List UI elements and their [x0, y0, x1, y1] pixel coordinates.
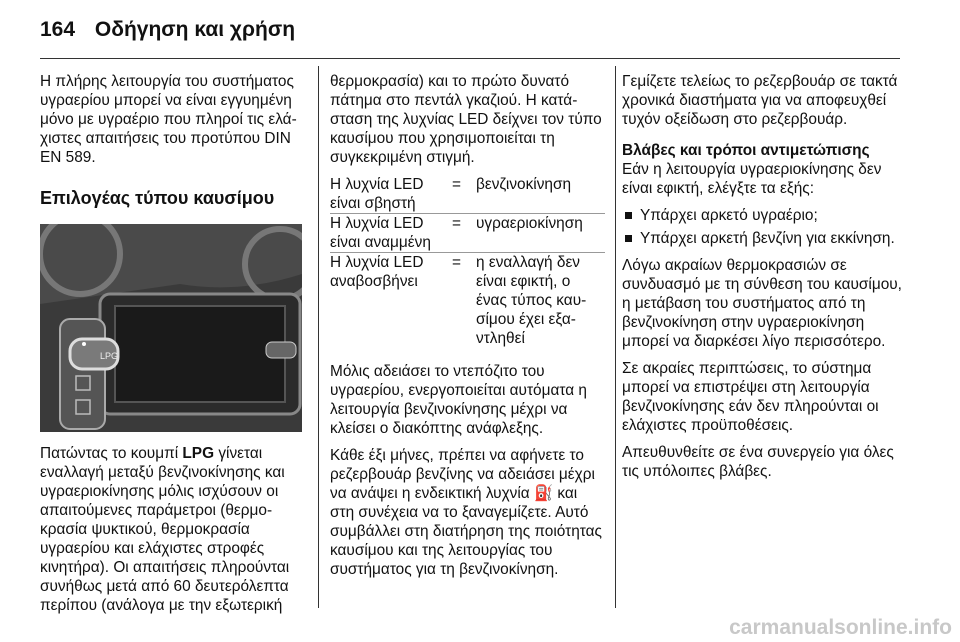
column-2 — [330, 72, 605, 587]
table-row — [330, 175, 605, 214]
paragraph: Σε ακραίες περιπτώσεις, το σύστημα μπορεί να επιστρέψει στη λειτουργία βενζινοκίνησης εάν δεν πληρούνται οι ελάχιστες προϋποθέσεις. — [622, 360, 879, 434]
text-span: γίνεται εναλλαγή μεταξύ βενζινοκίνησης και υγραεριοκίνησης μόλις ισχύσουν οι απαιτούμενες παράμετροι (θερμοκρασία ψυκτικού, θερμοκρασία υγραερίου και ελάχιστες στροφές κινητήρα). Οι απαιτήσεις πληρούνται συνήθως μετά από 60 δευτερόλεπτα περίπου (ανάλογα με την εξωτερική — [40, 445, 290, 614]
paragraph: Κάθε έξι μήνες, πρέπει να αφήνετε το ρεζερβουάρ βενζίνης να αδειάσει μέχρι να ανάψει η ενδεικτική λυχνία ⛽ και στη συνέχεια να το ξαναγεμίζετε. Αυτό συμβάλλει στη διατήρηση της ποιότητας καυσίμου και της λειτουργίας του συστήματος για τη βενζινοκίνηση. — [330, 447, 602, 578]
paragraph: Γεμίζετε τελείως το ρεζερβουάρ σε τακτά χρονικά διαστήματα για να αποφευχθεί τυχόν οξείδωση στο ρεζερβουάρ. — [622, 73, 898, 128]
column-divider — [318, 66, 319, 608]
paragraph: θερμοκρασία) και το πρώτο δυνατό πάτημα στο πεντάλ γκαζιού. Η κατάσταση της λυχνίας LED δείχνει τον τύπο καυσίμου που χρησιμοποιείται τη συγκεκριμένη στιγμή. — [330, 73, 602, 166]
column-3 — [622, 72, 904, 489]
led-state: Η λυχνία LED αναβοσβήνει — [330, 254, 424, 290]
column-divider — [615, 66, 616, 608]
page-title: Οδήγηση και χρήση — [94, 18, 296, 41]
led-meaning: η εναλλαγή δεν είναι εφικτή, ο ένας τύπος καυσίμου έχει εξαντληθεί — [476, 254, 587, 347]
table-row — [330, 253, 605, 349]
column-1 — [40, 72, 302, 623]
page-header — [40, 18, 295, 42]
equals-sign: = — [452, 176, 461, 193]
lpg-button-label: LPG — [100, 351, 119, 361]
paragraph: Εάν η λειτουργία υγραεριοκίνησης δεν είναι εφικτή, ελέγξτε τα εξής: — [622, 161, 882, 197]
led-meaning: υγραεριοκίνηση — [476, 215, 583, 232]
checklist — [622, 206, 904, 248]
led-state: Η λυχνία LED είναι αναμμένη — [330, 215, 431, 251]
led-meaning: βενζινοκίνηση — [476, 176, 572, 193]
watermark: carmanualsonline.info — [729, 616, 952, 639]
section-heading: Βλάβες και τρόποι αντιμετώπισης — [622, 142, 870, 159]
dashboard-photo — [40, 224, 302, 432]
list-item: Υπάρχει αρκετή βενζίνη για εκκίνηση. — [640, 229, 904, 248]
paragraph — [40, 444, 302, 615]
text-span: Πατώντας το κουμπί — [40, 445, 183, 462]
paragraph: Μόλις αδειάσει το ντεπόζιτο του υγραερίου, ενεργοποιείται αυτόματα η λειτουργία βενζινοκίνησης μέχρι να κλείσει ο διακόπτης ανάφλεξης. — [330, 363, 587, 437]
section-heading: Επιλογέας τύπου καυσίμου — [40, 188, 275, 208]
page-number: 164 — [40, 18, 76, 41]
paragraph: Λόγω ακραίων θερμοκρασιών σε συνδυασμό με τη σύνθεση του καυσίμου, η μετάβαση του συστήματος από τη βενζινοκίνηση στην υγραεριοκίνηση μπορεί να διαρκέσει λίγο περισσότερο. — [622, 257, 902, 350]
lpg-bold-label: LPG — [182, 445, 215, 462]
led-status-table — [330, 175, 605, 348]
table-row — [330, 214, 605, 253]
lpg-switch-illustration — [40, 224, 302, 432]
list-item: Υπάρχει αρκετό υγραέριο; — [640, 206, 904, 225]
led-state: Η λυχνία LED είναι σβηστή — [330, 176, 424, 212]
paragraph: Απευθυνθείτε σε ένα συνεργείο για όλες τις υπόλοιπες βλάβες. — [622, 444, 894, 480]
header-rule — [40, 58, 900, 59]
paragraph: Η πλήρης λειτουργία του συστήματος υγραερίου μπορεί να είναι εγγυημένη μόνο με υγραέριο που πληροί τις ελάχιστες απαιτήσεις του προτύπου DIN EN 589. — [40, 73, 297, 166]
equals-sign: = — [452, 215, 461, 232]
equals-sign: = — [452, 254, 461, 271]
